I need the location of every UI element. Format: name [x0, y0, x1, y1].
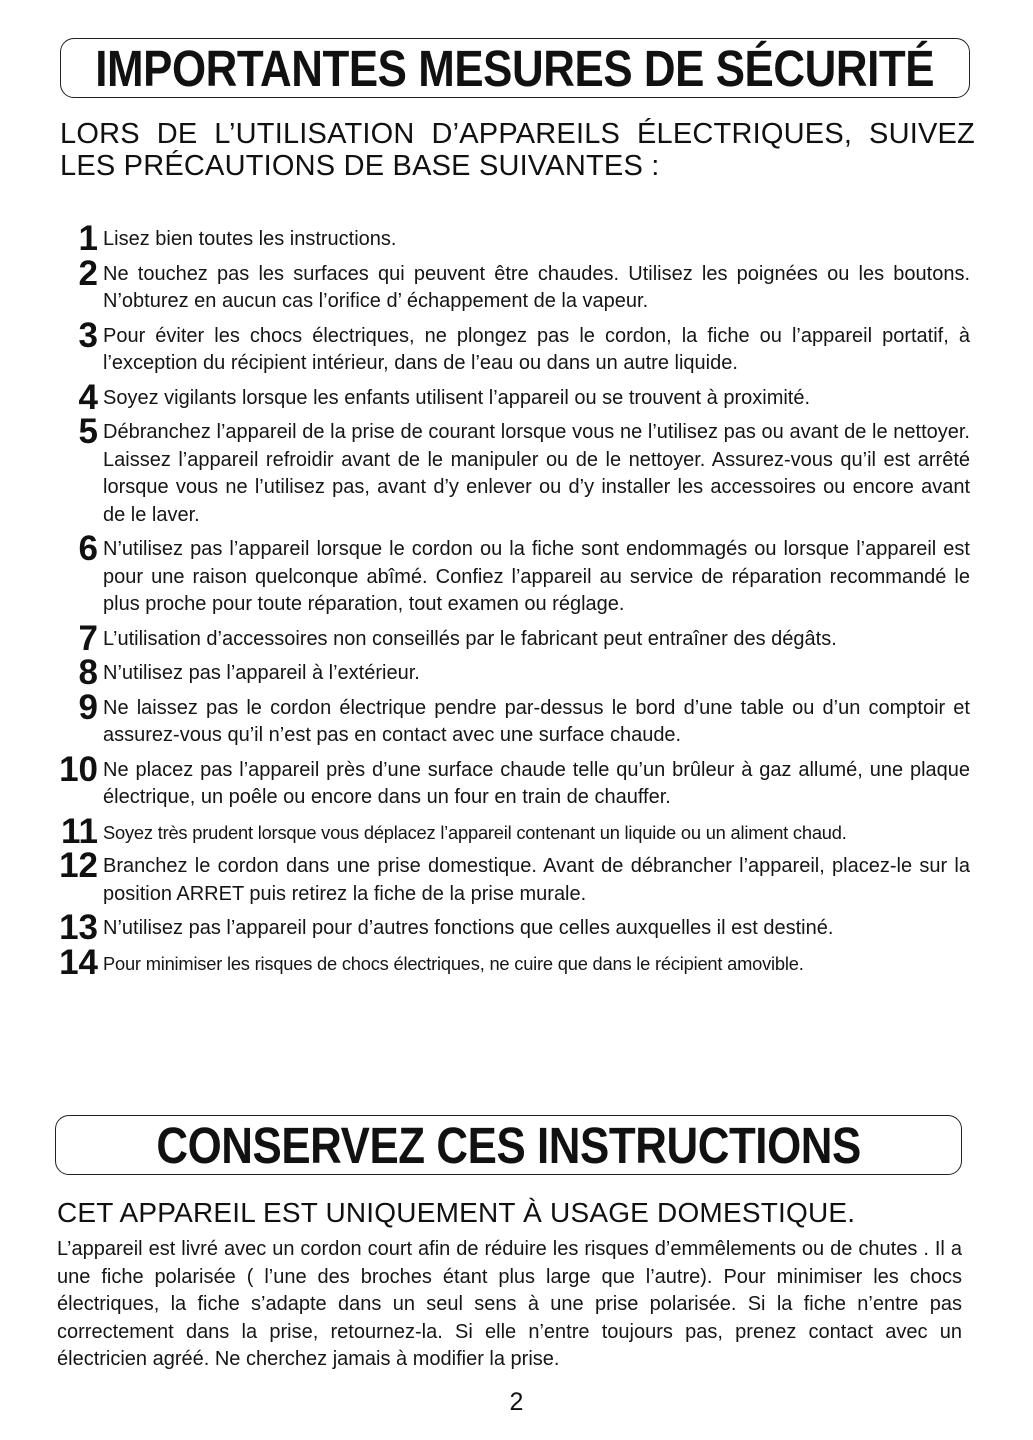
instruction-item: [50, 749, 970, 812]
safety-instruction-list: [50, 219, 970, 984]
safety-title-banner: [60, 38, 970, 98]
instruction-item: [50, 846, 970, 908]
instruction-item: [50, 687, 970, 750]
intro-word: LORS: [60, 118, 140, 150]
instruction-text: N’utilisez pas l’appareil à l’extérieur.: [103, 662, 420, 684]
household-use-heading: CET APPAREIL EST UNIQUEMENT À USAGE DOMESTIQUE.: [57, 1197, 856, 1228]
instruction-number: 6: [78, 529, 98, 568]
instruction-number: 3: [78, 315, 98, 355]
instruction-number: 5: [78, 412, 98, 451]
instruction-number: 1: [78, 219, 98, 258]
instruction-number: 10: [59, 749, 98, 789]
instruction-item: [50, 219, 970, 258]
instruction-text: Soyez vigilants lorsque les enfants utilisent l’appareil ou se trouvent à proximité.: [103, 386, 811, 409]
intro-word: ÉLECTRIQUES,: [637, 118, 853, 150]
instruction-text: Ne laissez pas le cordon électrique pendre par-dessus le bord d’une table ou d’un comptoir et assurez-vous qu’il n’est pas en contact avec une surface chaude.: [103, 696, 970, 746]
instruction-item: [50, 529, 970, 619]
instruction-text: Soyez très prudent lorsque vous déplacez l’appareil contenant un liquide ou un aliment chaud.: [103, 821, 847, 843]
page-number: 2: [509, 1388, 524, 1416]
instruction-text: Branchez le cordon dans une prise domestique. Avant de débrancher l’appareil, placez-le sur la position ARRET puis retirez la fiche de la prise murale.: [103, 855, 970, 905]
instruction-item: [50, 315, 970, 378]
instruction-text: N’utilisez pas l’appareil lorsque le cordon ou la fiche sont endommagés ou lorsque l’appareil est pour une raison quelconque abîmé. Confiez l’appareil au service de réparation recommandé le plus proche pour toute réparation, tout examen ou réglage.: [103, 538, 970, 615]
instruction-number: 11: [61, 811, 98, 851]
safety-title: IMPORTANTES MESURES DE SÉCURITÉ: [95, 39, 935, 97]
instruction-item: [50, 412, 970, 529]
instruction-number: 4: [78, 377, 98, 417]
instruction-item: [50, 942, 970, 982]
keep-instructions-title: CONSERVEZ CES INSTRUCTIONS: [156, 1116, 861, 1174]
instruction-item: [50, 253, 970, 316]
intro-word: D’APPAREILS: [431, 118, 621, 150]
instruction-item: [50, 377, 970, 417]
instruction-text: Débranchez l’appareil de la prise de courant lorsque vous ne l’utilisez pas ou avant de le nettoyer. Laissez l’appareil refroidir avant de le manipuler ou de le nettoyer. Assurez-vous qu’il est arrêté lorsque vous ne l’utilisez pas, avant d’y enlever ou d’y installer les accessoires ou encore avant de le laver.: [103, 421, 970, 526]
instruction-text: Ne touchez pas les surfaces qui peuvent être chaudes. Utilisez les poignées ou les boutons. N’obturez en aucun cas l’orifice d’ échappement de la vapeur.: [103, 262, 970, 312]
keep-instructions-banner: [55, 1115, 962, 1175]
instruction-item: [50, 811, 970, 851]
instruction-number: 12: [59, 846, 98, 885]
instruction-item: [50, 618, 970, 658]
instruction-number: 9: [78, 687, 98, 727]
intro-heading-line-2: LES PRÉCAUTIONS DE BASE SUIVANTES :: [60, 150, 660, 182]
instruction-text: Pour minimiser les risques de chocs électriques, ne cuire que dans le récipient amovible.: [103, 952, 804, 974]
instruction-number: 7: [78, 618, 98, 658]
instruction-item: [50, 908, 970, 947]
instruction-number: 14: [59, 942, 98, 982]
instruction-text: Lisez bien toutes les instructions.: [103, 228, 397, 250]
instruction-item: [50, 653, 970, 692]
intro-word: SUIVEZ: [869, 118, 975, 150]
instruction-number: 13: [59, 908, 98, 947]
instruction-text: L’utilisation d’accessoires non conseillés par le fabricant peut entraîner des dégâts.: [103, 627, 837, 650]
instruction-number: 2: [78, 253, 98, 293]
intro-word: DE: [156, 118, 198, 150]
instruction-text: N’utilisez pas l’appareil pour d’autres fonctions que celles auxquelles il est destiné.: [103, 917, 834, 939]
instruction-text: Pour éviter les chocs électriques, ne plongez pas le cordon, la fiche ou l’appareil portatif, à l’exception du récipient intérieur, dans de l’eau ou dans un autre liquide.: [103, 324, 970, 374]
intro-heading: [60, 118, 975, 182]
instruction-text: Ne placez pas l’appareil près d’une surface chaude telle qu’un brûleur à gaz allumé, une plaque électrique, un poêle ou encore dans un four en train de chauffer.: [103, 758, 970, 808]
instruction-number: 8: [78, 653, 98, 692]
polarized-plug-paragraph: L’appareil est livré avec un cordon court afin de réduire les risques d’emmêlements ou de chutes . Il a une fiche polarisée ( l’une des broches étant plus large que l’autre). Pour minimiser les chocs électriques, la fiche s’adapte dans un seul sens à une prise polarisée. Si la fiche n’entre pas correctement dans la prise, retournez-la. Si elle n’entre toujours pas, prenez contact avec un électricien agréé. Ne cherchez jamais à modifier la prise.: [57, 1238, 962, 1370]
intro-heading-line-1: [60, 118, 975, 150]
intro-word: L’UTILISATION: [214, 118, 415, 150]
